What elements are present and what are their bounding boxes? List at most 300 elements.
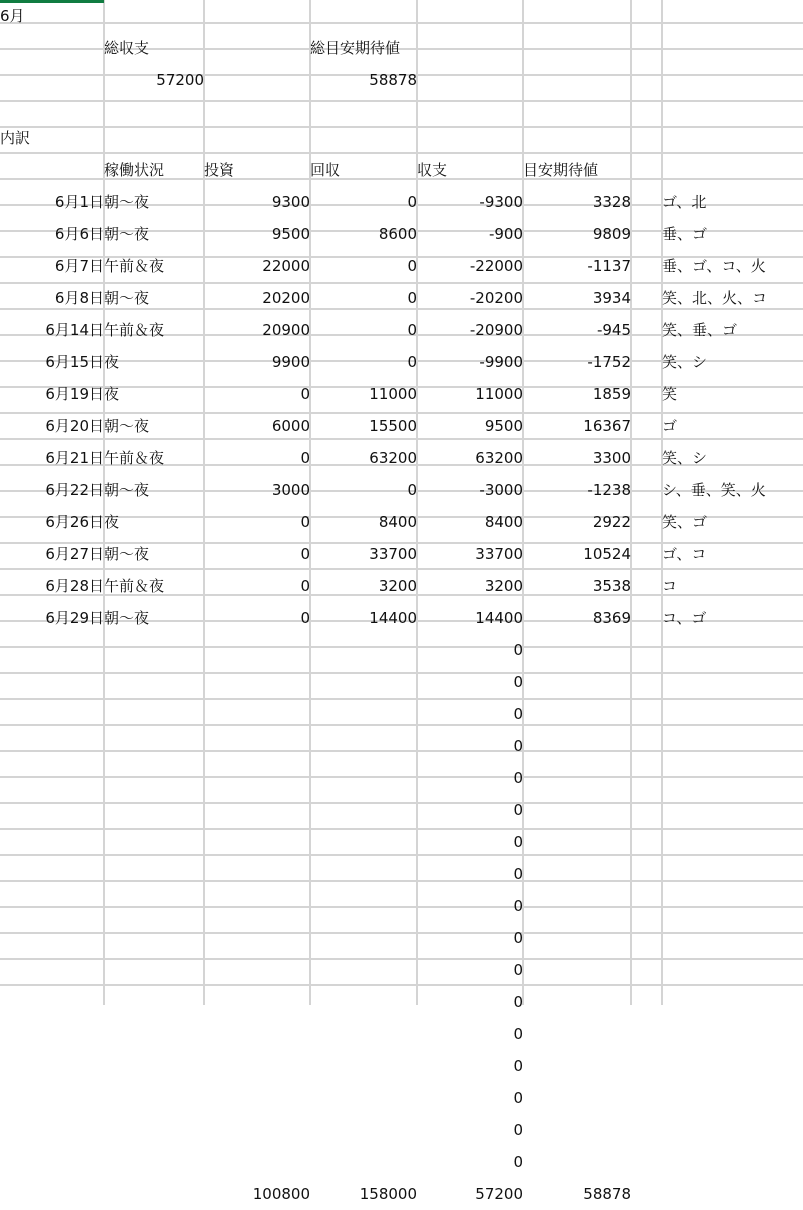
balance-cell[interactable]: 0 xyxy=(513,865,523,883)
date-cell[interactable]: 6月7日 xyxy=(54,257,104,275)
recover-cell[interactable]: 0 xyxy=(407,321,417,339)
balance-cell[interactable]: 0 xyxy=(513,1089,523,1107)
cell[interactable] xyxy=(631,1018,662,1050)
date-cell[interactable]: 6月21日 xyxy=(45,449,104,467)
cell[interactable] xyxy=(310,1114,417,1146)
balance-cell[interactable]: 0 xyxy=(513,769,523,787)
cell[interactable] xyxy=(631,218,662,250)
status-cell[interactable]: 夜 xyxy=(104,385,120,403)
cell[interactable] xyxy=(0,986,104,1018)
cell[interactable] xyxy=(631,1082,662,1114)
status-cell[interactable]: 朝～夜 xyxy=(104,417,150,435)
cell[interactable] xyxy=(310,730,417,762)
balance-cell[interactable]: 0 xyxy=(513,897,523,915)
cell[interactable] xyxy=(104,986,204,1018)
cell[interactable] xyxy=(523,986,631,1018)
cell[interactable] xyxy=(662,64,803,96)
total-balance-value-cell[interactable]: 57200 xyxy=(156,71,204,89)
balance-cell[interactable]: 33700 xyxy=(475,545,523,563)
expected-cell[interactable]: 9809 xyxy=(592,225,631,243)
cell[interactable] xyxy=(104,954,204,986)
cell[interactable] xyxy=(631,506,662,538)
cell[interactable] xyxy=(523,64,631,96)
status-cell[interactable]: 朝～夜 xyxy=(104,481,150,499)
invest-cell[interactable]: 20900 xyxy=(262,321,310,339)
cell[interactable] xyxy=(631,96,662,122)
cell[interactable] xyxy=(204,794,310,826)
expected-cell[interactable]: 8369 xyxy=(592,609,631,627)
notes-cell[interactable]: 笑、北、火、コ xyxy=(662,289,768,307)
notes-cell[interactable]: 笑 xyxy=(662,385,678,403)
cell[interactable] xyxy=(104,1018,204,1050)
balance-cell[interactable]: 0 xyxy=(513,929,523,947)
balance-cell[interactable]: -900 xyxy=(488,225,523,243)
notes-cell[interactable]: 笑、ゴ xyxy=(662,513,708,531)
cell[interactable] xyxy=(104,890,204,922)
balance-cell[interactable]: 0 xyxy=(513,1153,523,1171)
expected-cell[interactable]: -1137 xyxy=(587,257,631,275)
cell[interactable] xyxy=(523,794,631,826)
cell[interactable] xyxy=(662,1146,803,1178)
cell[interactable] xyxy=(0,826,104,858)
status-cell[interactable]: 朝～夜 xyxy=(104,545,150,563)
expected-cell[interactable]: -1752 xyxy=(587,353,631,371)
cell[interactable] xyxy=(523,858,631,890)
invest-cell[interactable]: 20200 xyxy=(262,289,310,307)
cell[interactable] xyxy=(104,1050,204,1082)
balance-cell[interactable]: -20900 xyxy=(469,321,523,339)
header-balance-cell[interactable]: 収支 xyxy=(417,161,448,179)
cell[interactable] xyxy=(104,1114,204,1146)
recover-cell[interactable]: 14400 xyxy=(369,609,417,627)
cell[interactable] xyxy=(0,32,104,64)
notes-cell[interactable]: ゴ、北 xyxy=(662,193,707,211)
cell[interactable] xyxy=(662,32,803,64)
status-cell[interactable]: 朝～夜 xyxy=(104,609,150,627)
cell[interactable] xyxy=(631,762,662,794)
invest-cell[interactable]: 0 xyxy=(300,385,310,403)
cell[interactable] xyxy=(662,96,803,122)
cell[interactable] xyxy=(631,32,662,64)
cell[interactable] xyxy=(204,1018,310,1050)
cell[interactable] xyxy=(310,1050,417,1082)
balance-cell[interactable]: 9500 xyxy=(484,417,523,435)
cell[interactable] xyxy=(0,794,104,826)
notes-cell[interactable]: コ、ゴ xyxy=(662,609,707,627)
status-cell[interactable]: 午前＆夜 xyxy=(104,257,165,275)
balance-cell[interactable]: -3000 xyxy=(479,481,523,499)
cell[interactable] xyxy=(631,1146,662,1178)
cell[interactable] xyxy=(523,1082,631,1114)
cell[interactable] xyxy=(631,666,662,698)
cell[interactable] xyxy=(204,1146,310,1178)
balance-cell[interactable]: 8400 xyxy=(484,513,523,531)
cell[interactable] xyxy=(310,986,417,1018)
cell[interactable] xyxy=(204,986,310,1018)
cell[interactable] xyxy=(310,794,417,826)
cell[interactable] xyxy=(104,1146,204,1178)
date-cell[interactable]: 6月14日 xyxy=(45,321,104,339)
cell[interactable] xyxy=(310,954,417,986)
cell[interactable] xyxy=(523,634,631,666)
cell[interactable] xyxy=(0,154,104,186)
balance-cell[interactable]: 0 xyxy=(513,737,523,755)
header-expected-cell[interactable]: 目安期待値 xyxy=(523,161,599,179)
cell[interactable] xyxy=(0,922,104,954)
cell[interactable] xyxy=(662,954,803,986)
total-expected-label-cell[interactable]: 総目安期待値 xyxy=(310,39,401,57)
cell[interactable] xyxy=(631,730,662,762)
notes-cell[interactable]: シ、垂、笑、火 xyxy=(662,481,766,499)
cell[interactable] xyxy=(631,122,662,154)
cell[interactable] xyxy=(662,0,803,32)
cell[interactable] xyxy=(310,1146,417,1178)
cell[interactable] xyxy=(204,0,310,32)
cell[interactable] xyxy=(310,666,417,698)
cell[interactable] xyxy=(631,538,662,570)
cell[interactable] xyxy=(104,826,204,858)
cell[interactable] xyxy=(631,1114,662,1146)
cell[interactable] xyxy=(0,1082,104,1114)
expected-cell[interactable]: 3328 xyxy=(592,193,631,211)
cell[interactable] xyxy=(310,0,417,32)
header-recover-cell[interactable]: 回収 xyxy=(310,161,341,179)
cell[interactable] xyxy=(631,602,662,634)
balance-cell[interactable]: 0 xyxy=(513,993,523,1011)
cell[interactable] xyxy=(204,698,310,730)
cell[interactable] xyxy=(631,986,662,1018)
cell[interactable] xyxy=(631,378,662,410)
cell[interactable] xyxy=(0,1146,104,1178)
cell[interactable] xyxy=(631,410,662,442)
cell[interactable] xyxy=(523,698,631,730)
cell[interactable] xyxy=(662,826,803,858)
invest-cell[interactable]: 9300 xyxy=(271,193,310,211)
cell[interactable] xyxy=(523,1018,631,1050)
cell[interactable] xyxy=(631,250,662,282)
notes-cell[interactable]: 笑、垂、ゴ xyxy=(662,321,738,339)
balance-cell[interactable]: 0 xyxy=(513,1057,523,1075)
date-cell[interactable]: 6月8日 xyxy=(54,289,104,307)
recover-cell[interactable]: 33700 xyxy=(369,545,417,563)
expected-cell[interactable]: -1238 xyxy=(587,481,631,499)
status-cell[interactable]: 朝～夜 xyxy=(104,193,150,211)
balance-cell[interactable]: -20200 xyxy=(469,289,523,307)
cell[interactable] xyxy=(631,442,662,474)
cell[interactable] xyxy=(523,922,631,954)
balance-cell[interactable]: 11000 xyxy=(475,385,523,403)
cell[interactable] xyxy=(310,890,417,922)
notes-cell[interactable]: ゴ xyxy=(662,417,678,435)
cell[interactable] xyxy=(417,0,523,32)
expected-cell[interactable]: 3538 xyxy=(592,577,631,595)
invest-cell[interactable]: 0 xyxy=(300,577,310,595)
date-cell[interactable]: 6月28日 xyxy=(45,577,104,595)
balance-cell[interactable]: 14400 xyxy=(475,609,523,627)
balance-cell[interactable]: 0 xyxy=(513,961,523,979)
expected-cell[interactable]: 1859 xyxy=(592,385,631,403)
notes-cell[interactable]: コ xyxy=(662,577,678,595)
cell[interactable] xyxy=(104,1178,204,1210)
cell[interactable] xyxy=(631,1050,662,1082)
cell[interactable] xyxy=(417,96,523,122)
expected-cell[interactable]: 3934 xyxy=(592,289,631,307)
date-cell[interactable]: 6月15日 xyxy=(45,353,104,371)
cell[interactable] xyxy=(631,346,662,378)
cell[interactable] xyxy=(104,922,204,954)
cell[interactable] xyxy=(523,762,631,794)
status-cell[interactable]: 午前＆夜 xyxy=(104,321,165,339)
cell[interactable] xyxy=(310,922,417,954)
total-expected-cell[interactable]: 58878 xyxy=(583,1185,631,1203)
cell[interactable] xyxy=(104,666,204,698)
invest-cell[interactable]: 3000 xyxy=(271,481,310,499)
notes-cell[interactable]: ゴ、コ xyxy=(662,545,707,563)
cell[interactable] xyxy=(523,666,631,698)
cell[interactable] xyxy=(0,762,104,794)
cell[interactable] xyxy=(662,986,803,1018)
cell[interactable] xyxy=(631,570,662,602)
balance-cell[interactable]: 0 xyxy=(513,641,523,659)
cell[interactable] xyxy=(523,1146,631,1178)
cell[interactable] xyxy=(0,890,104,922)
cell[interactable] xyxy=(104,730,204,762)
cell[interactable] xyxy=(662,762,803,794)
balance-cell[interactable]: 0 xyxy=(513,833,523,851)
recover-cell[interactable]: 0 xyxy=(407,193,417,211)
cell[interactable] xyxy=(631,186,662,218)
cell[interactable] xyxy=(631,922,662,954)
month-label-cell[interactable]: 6月 xyxy=(0,7,25,25)
date-cell[interactable]: 6月29日 xyxy=(45,609,104,627)
cell[interactable] xyxy=(631,154,662,186)
cell[interactable] xyxy=(310,96,417,122)
cell[interactable] xyxy=(631,890,662,922)
cell[interactable] xyxy=(631,634,662,666)
cell[interactable] xyxy=(0,954,104,986)
cell[interactable] xyxy=(204,64,310,96)
recover-cell[interactable]: 8600 xyxy=(378,225,417,243)
cell[interactable] xyxy=(662,698,803,730)
cell[interactable] xyxy=(104,122,204,154)
cell[interactable] xyxy=(631,0,662,32)
cell[interactable] xyxy=(204,890,310,922)
status-cell[interactable]: 午前＆夜 xyxy=(104,449,165,467)
cell[interactable] xyxy=(523,890,631,922)
cell[interactable] xyxy=(0,666,104,698)
cell[interactable] xyxy=(662,922,803,954)
status-cell[interactable]: 朝～夜 xyxy=(104,289,150,307)
cell[interactable] xyxy=(523,954,631,986)
cell[interactable] xyxy=(104,634,204,666)
expected-cell[interactable]: 10524 xyxy=(583,545,631,563)
date-cell[interactable]: 6月26日 xyxy=(45,513,104,531)
cell[interactable] xyxy=(310,826,417,858)
date-cell[interactable]: 6月19日 xyxy=(45,385,104,403)
invest-cell[interactable]: 0 xyxy=(300,513,310,531)
cell[interactable] xyxy=(0,1018,104,1050)
invest-cell[interactable]: 0 xyxy=(300,449,310,467)
recover-cell[interactable]: 0 xyxy=(407,353,417,371)
cell[interactable] xyxy=(310,698,417,730)
balance-cell[interactable]: 0 xyxy=(513,673,523,691)
cell[interactable] xyxy=(523,826,631,858)
cell[interactable] xyxy=(0,730,104,762)
balance-cell[interactable]: 0 xyxy=(513,1121,523,1139)
recover-cell[interactable]: 0 xyxy=(407,289,417,307)
invest-cell[interactable]: 9500 xyxy=(271,225,310,243)
status-cell[interactable]: 午前＆夜 xyxy=(104,577,165,595)
cell[interactable] xyxy=(631,282,662,314)
cell[interactable] xyxy=(0,1178,104,1210)
cell[interactable] xyxy=(104,794,204,826)
expected-cell[interactable]: -945 xyxy=(596,321,631,339)
cell[interactable] xyxy=(0,64,104,96)
cell[interactable] xyxy=(104,1082,204,1114)
cell[interactable] xyxy=(631,954,662,986)
status-cell[interactable]: 朝～夜 xyxy=(104,225,150,243)
cell[interactable] xyxy=(417,64,523,96)
notes-cell[interactable]: 笑、シ xyxy=(662,353,708,371)
cell[interactable] xyxy=(0,634,104,666)
recover-cell[interactable]: 0 xyxy=(407,481,417,499)
recover-cell[interactable]: 63200 xyxy=(369,449,417,467)
cell[interactable] xyxy=(204,762,310,794)
cell[interactable] xyxy=(662,154,803,186)
cell[interactable] xyxy=(417,32,523,64)
recover-cell[interactable]: 15500 xyxy=(369,417,417,435)
date-cell[interactable]: 6月20日 xyxy=(45,417,104,435)
cell[interactable] xyxy=(204,96,310,122)
balance-cell[interactable]: 63200 xyxy=(475,449,523,467)
cell[interactable] xyxy=(310,858,417,890)
notes-cell[interactable]: 垂、ゴ、コ、火 xyxy=(662,257,766,275)
cell[interactable] xyxy=(204,954,310,986)
notes-cell[interactable]: 笑、シ xyxy=(662,449,708,467)
cell[interactable] xyxy=(204,32,310,64)
cell[interactable] xyxy=(204,1050,310,1082)
cell[interactable] xyxy=(0,96,104,122)
balance-cell[interactable]: -22000 xyxy=(469,257,523,275)
cell[interactable] xyxy=(662,122,803,154)
cell[interactable] xyxy=(523,122,631,154)
cell[interactable] xyxy=(631,826,662,858)
cell[interactable] xyxy=(310,122,417,154)
cell[interactable] xyxy=(662,890,803,922)
cell[interactable] xyxy=(523,1050,631,1082)
recover-cell[interactable]: 3200 xyxy=(378,577,417,595)
cell[interactable] xyxy=(662,1114,803,1146)
cell[interactable] xyxy=(631,794,662,826)
cell[interactable] xyxy=(662,1178,803,1210)
expected-cell[interactable]: 2922 xyxy=(592,513,631,531)
cell[interactable] xyxy=(662,666,803,698)
cell[interactable] xyxy=(204,858,310,890)
cell[interactable] xyxy=(631,314,662,346)
cell[interactable] xyxy=(662,1050,803,1082)
total-balance-label-cell[interactable]: 総収支 xyxy=(104,39,150,57)
cell[interactable] xyxy=(523,730,631,762)
cell[interactable] xyxy=(662,634,803,666)
balance-cell[interactable]: 3200 xyxy=(484,577,523,595)
expected-cell[interactable]: 3300 xyxy=(592,449,631,467)
date-cell[interactable]: 6月6日 xyxy=(54,225,104,243)
invest-cell[interactable]: 6000 xyxy=(271,417,310,435)
cell[interactable] xyxy=(104,858,204,890)
total-recover-cell[interactable]: 158000 xyxy=(359,1185,417,1203)
cell[interactable] xyxy=(204,1082,310,1114)
cell[interactable] xyxy=(662,1082,803,1114)
recover-cell[interactable]: 0 xyxy=(407,257,417,275)
balance-cell[interactable]: -9900 xyxy=(479,353,523,371)
cell[interactable] xyxy=(417,122,523,154)
cell[interactable] xyxy=(0,858,104,890)
cell[interactable] xyxy=(310,1018,417,1050)
total-balance-cell[interactable]: 57200 xyxy=(475,1185,523,1203)
date-cell[interactable]: 6月22日 xyxy=(45,481,104,499)
total-invest-cell[interactable]: 100800 xyxy=(252,1185,310,1203)
cell[interactable] xyxy=(204,666,310,698)
cell[interactable] xyxy=(523,1114,631,1146)
cell[interactable] xyxy=(523,32,631,64)
cell[interactable] xyxy=(662,794,803,826)
cell[interactable] xyxy=(204,634,310,666)
date-cell[interactable]: 6月1日 xyxy=(54,193,104,211)
recover-cell[interactable]: 11000 xyxy=(369,385,417,403)
balance-cell[interactable]: 0 xyxy=(513,1025,523,1043)
cell[interactable] xyxy=(631,1178,662,1210)
header-status-cell[interactable]: 稼働状況 xyxy=(104,161,165,179)
cell[interactable] xyxy=(0,1050,104,1082)
cell[interactable] xyxy=(662,730,803,762)
invest-cell[interactable]: 0 xyxy=(300,545,310,563)
header-invest-cell[interactable]: 投資 xyxy=(204,161,235,179)
cell[interactable] xyxy=(0,1114,104,1146)
cell[interactable] xyxy=(662,1018,803,1050)
breakdown-label-cell[interactable]: 内訳 xyxy=(0,129,31,147)
cell[interactable] xyxy=(631,474,662,506)
cell[interactable] xyxy=(204,922,310,954)
cell[interactable] xyxy=(104,698,204,730)
cell[interactable] xyxy=(631,64,662,96)
cell[interactable] xyxy=(0,698,104,730)
cell[interactable] xyxy=(104,96,204,122)
expected-cell[interactable]: 16367 xyxy=(583,417,631,435)
cell[interactable] xyxy=(310,1082,417,1114)
cell[interactable] xyxy=(631,698,662,730)
notes-cell[interactable]: 垂、ゴ xyxy=(662,225,708,243)
recover-cell[interactable]: 8400 xyxy=(378,513,417,531)
cell[interactable] xyxy=(310,634,417,666)
balance-cell[interactable]: 0 xyxy=(513,801,523,819)
invest-cell[interactable]: 9900 xyxy=(271,353,310,371)
invest-cell[interactable]: 22000 xyxy=(262,257,310,275)
status-cell[interactable]: 夜 xyxy=(104,513,120,531)
status-cell[interactable]: 夜 xyxy=(104,353,120,371)
cell[interactable] xyxy=(204,122,310,154)
cell[interactable] xyxy=(523,96,631,122)
cell[interactable] xyxy=(204,730,310,762)
cell[interactable] xyxy=(204,826,310,858)
cell[interactable] xyxy=(310,762,417,794)
cell[interactable] xyxy=(204,1114,310,1146)
invest-cell[interactable]: 0 xyxy=(300,609,310,627)
total-expected-value-cell[interactable]: 58878 xyxy=(369,71,417,89)
cell[interactable] xyxy=(104,0,204,32)
cell[interactable] xyxy=(104,762,204,794)
balance-cell[interactable]: -9300 xyxy=(479,193,523,211)
date-cell[interactable]: 6月27日 xyxy=(45,545,104,563)
